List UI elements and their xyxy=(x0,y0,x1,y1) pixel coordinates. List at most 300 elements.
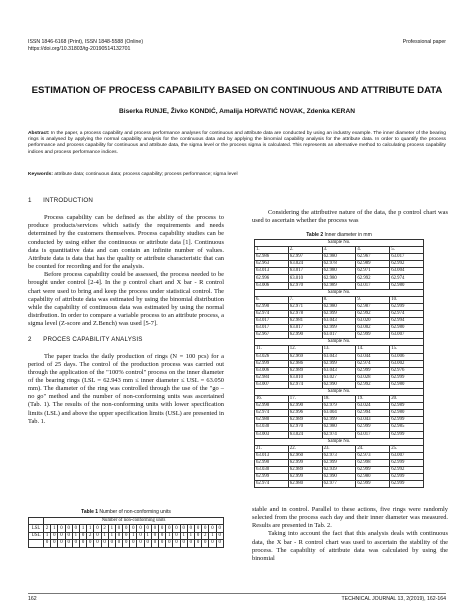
table-cell: 62.967 xyxy=(255,332,289,339)
table-cell: 62.980 xyxy=(356,474,390,481)
table-cell: 0 xyxy=(137,540,144,547)
sample-column-number: 7. xyxy=(288,296,322,303)
table-cell: 62.973 xyxy=(356,452,390,459)
right-column-top xyxy=(252,209,448,225)
table-cell: 63.020 xyxy=(356,318,390,325)
table-row xyxy=(255,403,424,410)
table-cell: 62.999 xyxy=(255,360,289,367)
table-cell: 62.985 xyxy=(390,424,424,431)
abstract xyxy=(28,131,446,156)
table-cell: 62.999 xyxy=(390,417,424,424)
table-cell: 62.989 xyxy=(288,467,322,474)
table-cell: 0 xyxy=(137,532,144,539)
section-1-heading xyxy=(28,197,224,205)
table-cell: 62.999 xyxy=(255,474,289,481)
table-cell: 0 xyxy=(144,525,151,532)
table-cell: 63.004 xyxy=(390,268,424,275)
table-1-caption xyxy=(28,509,224,515)
table-cell: 63.002 xyxy=(390,360,424,367)
table-cell: 62.994 xyxy=(390,318,424,325)
table-cell: 0 xyxy=(202,525,209,532)
table-cell: 62.974 xyxy=(255,481,289,488)
table-cell: 63.027 xyxy=(322,374,356,381)
table-cell: 62.980 xyxy=(390,381,424,388)
table-cell: 62.980 xyxy=(390,325,424,332)
table-cell: 1 xyxy=(44,532,51,539)
table-row xyxy=(255,275,424,282)
table-1-corner xyxy=(29,518,44,525)
table-cell: 62.960 xyxy=(288,452,322,459)
caption-text: Number of non-conforming units xyxy=(99,509,171,515)
table-cell: 62.980 xyxy=(390,410,424,417)
table-cell: 0 xyxy=(202,540,209,547)
table-cell: 0 xyxy=(65,540,72,547)
table-cell: 0 xyxy=(159,540,166,547)
sample-column-number: 16. xyxy=(255,396,289,403)
table-cell: 1 xyxy=(144,532,151,539)
table-cell: 62.984 xyxy=(255,374,289,381)
table-row xyxy=(255,282,424,289)
table-cell: 0 xyxy=(51,532,58,539)
table-cell: 0 xyxy=(123,532,130,539)
table-cell: 0 xyxy=(173,525,180,532)
table-cell: 62.939 xyxy=(322,467,356,474)
table-cell: 62.980 xyxy=(288,481,322,488)
table-cell: 62.978 xyxy=(322,261,356,268)
table-cell: 62.987 xyxy=(356,303,390,310)
sample-column-number: 22. xyxy=(288,445,322,452)
table-cell: 0 xyxy=(94,532,101,539)
table-cell: 0 xyxy=(115,532,122,539)
abstract-label: Abstract: xyxy=(28,131,50,136)
table-row xyxy=(255,467,424,474)
table-cell: 0 xyxy=(130,540,137,547)
paper-authors: Biserka RUNJE, Živko KONDIĆ, Amalija HORVATIĆ NOVAK, Zdenka KERAN xyxy=(119,108,355,115)
doi-link[interactable]: https://doi.org/10.31803/tg-20190514132701 xyxy=(28,45,131,52)
table-cell: 62.980 xyxy=(322,254,356,261)
table-cell: 62.980 xyxy=(322,424,356,431)
abstract-text: In the paper, a process capability and process performance analyses for continuous and attribute data are conducted by using an industry example. The inner diameter of the bearing rings is analysed by applying the normal capability analysis for the continuous data and by applying the binomial capability analysis for the attribute data. In order to quantify the process performance and process capability for continuous and attribute data, the sigma level or the process sigma is calculated. This represents an alternative method to calculating process capability indices and process performance indices. xyxy=(28,131,446,155)
table-cell: 0 xyxy=(65,532,72,539)
table-cell: 0 xyxy=(44,540,51,547)
table-cell: 62.999 xyxy=(322,325,356,332)
table-row xyxy=(29,532,224,539)
table-cell: 62.998 xyxy=(356,459,390,466)
table-cell: 62.986 xyxy=(255,254,289,261)
table-row xyxy=(255,303,424,310)
table-cell: 62.974 xyxy=(322,431,356,438)
table-cell: 63.024 xyxy=(288,261,322,268)
left-column xyxy=(28,197,224,426)
table-cell: 62.989 xyxy=(322,282,356,289)
table-cell: 62.996 xyxy=(255,275,289,282)
caption-label: Table 2 xyxy=(306,232,324,238)
sample-column-number: 18. xyxy=(322,396,356,403)
sample-column-number: 8. xyxy=(322,296,356,303)
table-cell: 0 xyxy=(180,525,187,532)
table-cell: 0 xyxy=(123,525,130,532)
table-cell: 63.043 xyxy=(322,367,356,374)
sample-no-header: Sample No. xyxy=(255,339,424,346)
pca-paragraph-1: The paper tracks the daily production of rings (N = 100 pcs) for a period of 25 days. The control of the production process was carried out through the application of the "100% control" process on the inner diameter of the bearing rings (LSL = 62.943 mm ≤ inner diameter ≤ USL = 63.050 mm). The diameter of the ring was controlled through the use of the "go – no go" method and the number of non-conforming units was ascertained (Tab. 1). The results of the non-conforming units with lower specification limits (LSL) and above the upper specification limits (USL) are presented in Tab. 1. xyxy=(28,352,224,425)
table-cell: 0 xyxy=(159,532,166,539)
table-cell: 62.999 xyxy=(288,474,322,481)
table-row xyxy=(255,459,424,466)
table-cell: 0 xyxy=(173,532,180,539)
sample-column-number: 6. xyxy=(255,296,289,303)
table-cell: 0 xyxy=(151,532,158,539)
table-cell: 0 xyxy=(123,540,130,547)
table-cell: 63.017 xyxy=(288,268,322,275)
table-cell: 1 xyxy=(180,532,187,539)
table-cell: 63.017 xyxy=(356,282,390,289)
table-2-block xyxy=(254,232,424,488)
table-cell: 63.013 xyxy=(255,268,289,275)
sample-column-number: 11. xyxy=(255,346,289,353)
table-row xyxy=(255,367,424,374)
table-cell: 1 xyxy=(187,532,194,539)
sample-column-number: 1. xyxy=(255,247,289,254)
sample-column-number: 3. xyxy=(322,247,356,254)
table-cell: 62.994 xyxy=(356,410,390,417)
table-cell: 62.997 xyxy=(288,254,322,261)
table-cell: 62.980 xyxy=(322,303,356,310)
table-cell: 62.977 xyxy=(322,481,356,488)
table-cell: 0 xyxy=(194,532,201,539)
table-cell: 63.028 xyxy=(356,374,390,381)
table-row xyxy=(255,332,424,339)
table-cell: 62.980 xyxy=(390,282,424,289)
table-cell: 62.999 xyxy=(356,367,390,374)
table-cell: 0 xyxy=(209,540,216,547)
table-cell: 0 xyxy=(173,540,180,547)
table-cell: 62.999 xyxy=(322,459,356,466)
table-cell: 62.999 xyxy=(322,417,356,424)
table-cell: 0 xyxy=(151,525,158,532)
table-cell: 0 xyxy=(108,540,115,547)
table-cell: 62.974 xyxy=(288,381,322,388)
table-cell: 63.006 xyxy=(390,353,424,360)
section-number: 1 xyxy=(28,197,32,204)
table-cell: 62.999 xyxy=(322,360,356,367)
table-cell: 62.970 xyxy=(288,282,322,289)
table-cell: 62.999 xyxy=(356,481,390,488)
table-2-caption xyxy=(254,232,424,238)
row-label xyxy=(29,540,44,547)
table-row xyxy=(255,353,424,360)
table-cell: 0 xyxy=(79,540,86,547)
row-label: LSL xyxy=(29,525,44,532)
table-row xyxy=(255,261,424,268)
keywords-label: Keywords: xyxy=(28,172,54,177)
section-2-heading xyxy=(28,336,224,344)
table-cell: 63.013 xyxy=(255,452,289,459)
table-cell: 62.974 xyxy=(255,310,289,317)
table-cell: 63.017 xyxy=(322,332,356,339)
table-cell: 0 xyxy=(187,540,194,547)
table-row xyxy=(255,481,424,488)
table-cell: 2 xyxy=(44,525,51,532)
table-cell: 1 xyxy=(209,532,216,539)
table-cell: 62.990 xyxy=(255,459,289,466)
row-label: USL xyxy=(29,532,44,539)
paper-title: ESTIMATION OF PROCESS CAPABILITY BASED ON CONTINUOUS AND ATTRIBUTE DATA xyxy=(31,85,443,96)
table-cell: 0 xyxy=(194,525,201,532)
table-cell: 62.989 xyxy=(288,417,322,424)
page-number: 162 xyxy=(28,596,37,602)
table-cell: 62.986 xyxy=(288,360,322,367)
sample-column-number: 9. xyxy=(356,296,390,303)
table-cell: 1 xyxy=(87,525,94,532)
table-cell: 62.999 xyxy=(356,424,390,431)
table-row xyxy=(255,381,424,388)
table-cell: 1 xyxy=(101,532,108,539)
table-cell: 0 xyxy=(180,540,187,547)
sample-column-number: 19. xyxy=(356,396,390,403)
table-cell: 1 xyxy=(72,532,79,539)
table-cell: 0 xyxy=(151,540,158,547)
keywords xyxy=(28,172,446,177)
sample-column-number: 25. xyxy=(390,445,424,452)
table-row xyxy=(255,424,424,431)
table-cell: 62.992 xyxy=(356,275,390,282)
table-cell: 62.989 xyxy=(390,403,424,410)
table-cell: 2 xyxy=(202,532,209,539)
table-cell: 1 xyxy=(108,525,115,532)
sample-column-number: 4. xyxy=(356,247,390,254)
sample-column-number: 23. xyxy=(322,445,356,452)
table-row xyxy=(255,452,424,459)
table-2 xyxy=(254,239,424,488)
intro-paragraph-1: Process capability can be defined as the ability of the process to produce products/services which satisfy the requirements and needs determined by the customers themselves. Process capability studies can be conducted by using either the continuous or attribute data [1]. Continuous data is quantitative data and can contain an infinite number of values. Attribute data is data that has the quality or attribute characteristic that can be counted for recording and for the analysis. xyxy=(28,214,224,271)
table-cell: 0 xyxy=(72,540,79,547)
table-cell: 63.043 xyxy=(322,353,356,360)
sample-column-number: 5. xyxy=(390,247,424,254)
table-cell: 62.999 xyxy=(390,374,424,381)
table-cell: 0 xyxy=(166,525,173,532)
right-column-bottom xyxy=(252,506,448,563)
table-row xyxy=(255,431,424,438)
table-cell: 1 xyxy=(79,525,86,532)
table-cell: 62.974 xyxy=(356,360,390,367)
sample-column-number: 2. xyxy=(288,247,322,254)
table-cell: 0 xyxy=(94,540,101,547)
table-cell: 0 xyxy=(115,525,122,532)
table-row xyxy=(255,474,424,481)
table-cell: 2 xyxy=(87,532,94,539)
table-cell: 63.010 xyxy=(288,374,322,381)
table-cell: 63.017 xyxy=(255,325,289,332)
keywords-text: attribute data; continuous data; process capability; process performance; sigma level xyxy=(54,172,238,177)
right-paragraph-3: Taking into account the fact that this analysis deals with continuous data, the X bar - R control chart was used to ascertain the stability of the process. The capability of attribute data was calculated by using the binomial xyxy=(252,530,448,562)
table-cell: 62.974 xyxy=(390,310,424,317)
table-cell: 0 xyxy=(144,540,151,547)
table-cell: 62.999 xyxy=(288,459,322,466)
sample-column-number: 14. xyxy=(356,346,390,353)
journal-issn-header xyxy=(28,39,143,52)
table-cell: 63.043 xyxy=(356,417,390,424)
table-cell: 0 xyxy=(94,525,101,532)
table-cell: 0 xyxy=(216,540,224,547)
table-cell: 62.992 xyxy=(356,381,390,388)
table-cell: 63.024 xyxy=(356,403,390,410)
table-row xyxy=(255,417,424,424)
table-cell: 63.007 xyxy=(255,381,289,388)
table-cell: 62.999 xyxy=(390,303,424,310)
table-cell: 62.989 xyxy=(356,261,390,268)
table-row xyxy=(255,310,424,317)
table-cell: 0 xyxy=(187,525,194,532)
table-cell: 62.999 xyxy=(390,481,424,488)
table-cell: 0 xyxy=(58,525,65,532)
table-cell: 62.974 xyxy=(390,275,424,282)
table-cell: 0 xyxy=(58,540,65,547)
sample-column-number: 12. xyxy=(288,346,322,353)
table-row xyxy=(29,540,224,547)
table-cell: 0 xyxy=(101,540,108,547)
table-cell: 0 xyxy=(51,540,58,547)
table-row xyxy=(255,325,424,332)
table-cell: 62.973 xyxy=(322,452,356,459)
table-1-block xyxy=(28,509,224,548)
table-cell: 62.976 xyxy=(390,367,424,374)
table-row xyxy=(255,318,424,325)
caption-text: Inner diameter in mm xyxy=(324,232,372,238)
table-cell: 62.971 xyxy=(356,268,390,275)
issn-line: ISSN 1846-6168 (Print), ISSN 1848-5588 (Online) xyxy=(28,39,144,45)
table-cell: 0 xyxy=(72,525,79,532)
table-cell: 0 xyxy=(87,540,94,547)
table-cell: 63.007 xyxy=(390,332,424,339)
table-cell: 62.990 xyxy=(288,332,322,339)
table-cell: 62.996 xyxy=(288,410,322,417)
table-cell: 62.990 xyxy=(322,474,356,481)
sample-column-number: 17. xyxy=(288,396,322,403)
table-cell: 62.999 xyxy=(322,310,356,317)
table-cell: 62.990 xyxy=(322,381,356,388)
table-cell: 0 xyxy=(159,525,166,532)
table-cell: 0 xyxy=(65,525,72,532)
table-cell: 1 xyxy=(130,532,137,539)
right-paragraph-1: Considering the attributive nature of the data, the p control chart was used to ascertain whether the process was xyxy=(252,209,448,225)
table-cell: 1 xyxy=(108,532,115,539)
table-cell: 63.017 xyxy=(288,325,322,332)
table-row xyxy=(255,374,424,381)
table-cell: 62.969 xyxy=(288,353,322,360)
table-row xyxy=(29,525,224,532)
table-cell: 62.981 xyxy=(288,318,322,325)
table-cell: 62.980 xyxy=(322,275,356,282)
intro-paragraph-2: Before process capability could be assessed, the process needed to be brought under control [2-4]. In the p control chart and X bar - R control chart were used to bring and keep the process under statistical control. The capability of attribute data was estimated by using the binomial distribution while the capability of continuous data was estimated by using the normal distribution. In order to compare a variable process to an attribute process, a sigma level (Z-score and Z.Bench) was used [5-7]. xyxy=(28,271,224,328)
sample-no-header: Sample No. xyxy=(255,289,424,296)
table-cell: 0 xyxy=(79,532,86,539)
table-1 xyxy=(28,517,224,548)
table-cell: 62.979 xyxy=(322,403,356,410)
table-row xyxy=(255,360,424,367)
table-cell: 62.999 xyxy=(390,431,424,438)
table-cell: 62.992 xyxy=(390,261,424,268)
sample-no-header: Sample No. xyxy=(255,240,424,247)
table-cell: 62.990 xyxy=(288,403,322,410)
section-number: 2 xyxy=(28,336,32,344)
table-cell: 62.989 xyxy=(288,367,322,374)
table-cell: 1 xyxy=(51,525,58,532)
table-cell: 63.043 xyxy=(322,318,356,325)
table-cell: 0 xyxy=(130,525,137,532)
table-cell: 62.999 xyxy=(356,467,390,474)
table-cell: 63.017 xyxy=(390,254,424,261)
table-cell: 63.003 xyxy=(255,431,289,438)
table-cell: 63.010 xyxy=(288,275,322,282)
sample-no-header: Sample No. xyxy=(255,388,424,395)
table-cell: 0 xyxy=(209,525,216,532)
table-cell: 63.024 xyxy=(288,431,322,438)
table-cell: 63.030 xyxy=(255,467,289,474)
table-cell: 63.002 xyxy=(356,325,390,332)
table-cell: 0 xyxy=(166,540,173,547)
table-cell: 63.026 xyxy=(255,353,289,360)
sample-column-number: 20. xyxy=(390,396,424,403)
table-cell: 62.990 xyxy=(255,403,289,410)
table-cell: 0 xyxy=(137,525,144,532)
table-row xyxy=(255,268,424,275)
table-cell: 62.999 xyxy=(356,332,390,339)
section-title: INTRODUCTION xyxy=(43,197,94,204)
sample-column-number: 24. xyxy=(356,445,390,452)
table-cell: 2 xyxy=(101,525,108,532)
table-cell: 62.980 xyxy=(322,268,356,275)
table-cell: 62.970 xyxy=(288,424,322,431)
table-cell: 62.992 xyxy=(390,467,424,474)
paper-type-label: Professional paper xyxy=(402,39,446,45)
table-cell: 62.990 xyxy=(255,303,289,310)
table-cell: 63.007 xyxy=(390,452,424,459)
table-cell: 63.017 xyxy=(356,431,390,438)
sample-column-number: 13. xyxy=(322,346,356,353)
section-title: PROCES CAPABILITY ANALYSIS xyxy=(43,336,143,344)
table-1-header: Number of non-conforming units xyxy=(44,518,224,525)
sample-no-header: Sample No. xyxy=(255,438,424,445)
table-cell: 62.980 xyxy=(255,417,289,424)
table-cell: 62.974 xyxy=(255,410,289,417)
table-cell: 62.999 xyxy=(390,474,424,481)
right-paragraph-2: stable and in control. Parallel to these actions, five rings were randomly selected from the process each day and their inner diameter was measured. Results are presented in Tab. 2. xyxy=(252,506,448,530)
table-cell: 63.004 xyxy=(322,410,356,417)
table-cell: 62.963 xyxy=(255,261,289,268)
table-row xyxy=(255,254,424,261)
table-cell: 63.017 xyxy=(255,318,289,325)
footer-rule xyxy=(28,593,446,594)
table-cell: 63.006 xyxy=(255,367,289,374)
table-cell: 63.044 xyxy=(356,353,390,360)
sample-column-number: 15. xyxy=(390,346,424,353)
table-cell: 1 xyxy=(166,532,173,539)
table-cell: 0 xyxy=(115,540,122,547)
table-cell: 62.967 xyxy=(356,254,390,261)
table-cell: 63.006 xyxy=(255,282,289,289)
table-cell: 62.971 xyxy=(288,303,322,310)
table-row xyxy=(255,410,424,417)
table-cell: 63.030 xyxy=(255,424,289,431)
table-cell: 0 xyxy=(194,540,201,547)
table-cell: 0 xyxy=(216,532,224,539)
table-cell: 62.999 xyxy=(390,459,424,466)
table-cell: 0 xyxy=(216,525,224,532)
caption-label: Table 1 xyxy=(81,509,99,515)
table-cell: 62.978 xyxy=(288,310,322,317)
sample-column-number: 21. xyxy=(255,445,289,452)
table-cell: 0 xyxy=(58,532,65,539)
